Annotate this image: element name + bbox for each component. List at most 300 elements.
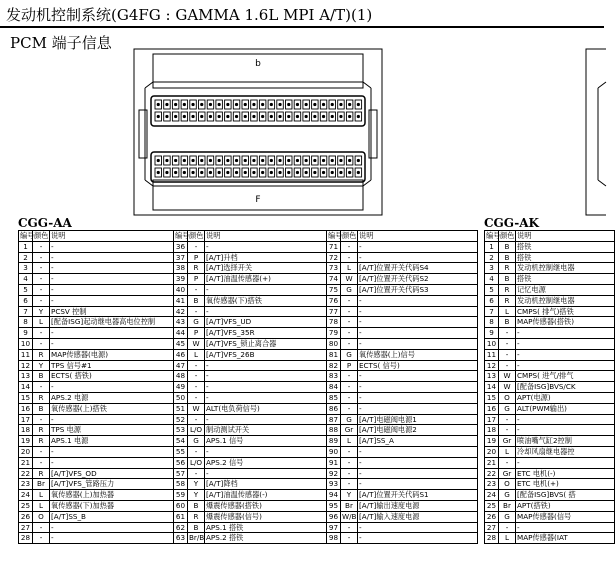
wire-color: G	[341, 349, 358, 360]
wire-color: R	[499, 295, 516, 306]
pin-description: 氧传感器(上)搭铁	[50, 403, 174, 414]
pin-description: [A/T]SS_A	[358, 436, 478, 447]
connector-pin-dot	[261, 159, 264, 162]
table-row	[19, 479, 478, 490]
pin-description: MAP传感器(IAT	[516, 533, 615, 544]
wire-color: R	[188, 263, 205, 274]
pin-description: 氧传感器(下)搭铁	[205, 295, 327, 306]
connector-pin-dot	[226, 103, 229, 106]
pin-number: 81	[327, 349, 341, 360]
pin-number: 27	[485, 522, 499, 533]
pin-description: -	[205, 241, 327, 252]
pin-description: -	[516, 522, 615, 533]
pin-description: -	[50, 241, 174, 252]
pin-description: 喷油嘴气缸2控制	[516, 436, 615, 447]
pin-description: 冷却风扇继电器控	[516, 446, 615, 457]
wire-color: -	[341, 241, 358, 252]
wire-color: Br	[341, 500, 358, 511]
wire-color: -	[188, 446, 205, 457]
wire-color: R	[33, 436, 50, 447]
connector-pin-dot	[183, 159, 186, 162]
connector-pin-dot	[252, 103, 255, 106]
connector-pin-dot	[226, 115, 229, 118]
pin-description: CMPS( 排气)搭铁	[516, 306, 615, 317]
pin-number: 19	[19, 436, 33, 447]
pin-number: 12	[19, 360, 33, 371]
title-bar	[0, 0, 604, 28]
group-label-cgg-aa: CGG-AA	[18, 216, 72, 230]
table-row	[485, 479, 615, 490]
table-row	[19, 252, 478, 263]
connector-pin-dot	[296, 159, 299, 162]
pin-description: TPS 电源	[50, 425, 174, 436]
table-row	[485, 522, 615, 533]
wire-color: W	[341, 274, 358, 285]
pin-number: 77	[327, 306, 341, 317]
wire-color: W/B	[342, 511, 357, 521]
pin-number: 82	[327, 360, 341, 371]
connector-pin-dot	[357, 171, 360, 174]
pin-description: -	[50, 284, 174, 295]
connector-pin-dot	[157, 115, 160, 118]
pin-description: [A/T]电磁阀电源1	[358, 414, 478, 425]
connector-pin-dot	[287, 159, 290, 162]
wire-color: P	[188, 328, 205, 339]
wire-color: L/O	[188, 457, 205, 468]
wire-color: -	[499, 425, 516, 436]
pin-number: 17	[19, 414, 33, 425]
wire-color: Br	[33, 479, 50, 490]
pin-number: 86	[327, 403, 341, 414]
pin-description: -	[205, 392, 327, 403]
header-no: 编号	[328, 231, 343, 240]
pin-number: 80	[327, 338, 341, 349]
wire-color: -	[341, 382, 358, 393]
connector-pin-dot	[313, 159, 316, 162]
table-row	[19, 317, 478, 328]
pin-description: -	[50, 263, 174, 274]
table-row	[485, 500, 615, 511]
wire-color: O	[499, 479, 516, 490]
pin-description: [A/T]输入速度电源	[358, 511, 478, 522]
connector-pin-dot	[157, 159, 160, 162]
pin-number: 18	[19, 425, 33, 436]
pin-description: -	[358, 382, 478, 393]
pin-description: -	[205, 306, 327, 317]
table-row	[19, 414, 478, 425]
pin-description: [配备ISG]BVS/CK	[516, 382, 615, 393]
wire-color: W	[499, 371, 516, 382]
pin-number: 15	[485, 392, 499, 403]
table-row	[485, 403, 615, 414]
pin-number: 3	[485, 263, 499, 274]
table-row	[485, 338, 615, 349]
header-desc: 说明	[50, 231, 174, 242]
wire-color: B	[33, 403, 50, 414]
pin-number: 4	[485, 274, 499, 285]
pin-number: 79	[327, 328, 341, 339]
header-desc: 说明	[358, 231, 478, 242]
wire-color: L	[499, 533, 516, 544]
connector-pin-dot	[270, 103, 273, 106]
wire-color: Y	[188, 490, 205, 501]
connector-pin-dot	[322, 115, 325, 118]
pin-description: -	[205, 382, 327, 393]
pin-number: 6	[19, 295, 33, 306]
table-row	[19, 490, 478, 501]
pin-description: -	[205, 371, 327, 382]
pin-number: 53	[174, 425, 188, 436]
connector-pin-dot	[348, 115, 351, 118]
connector-pin-dot	[200, 159, 203, 162]
connector-pin-dot	[322, 171, 325, 174]
table-row	[485, 252, 615, 263]
wire-color: -	[33, 382, 50, 393]
pin-description: 制动测试开关	[205, 425, 327, 436]
header-desc: 说明	[516, 231, 615, 242]
connector-pin-dot	[244, 171, 247, 174]
pin-description: TPS 信号#1	[50, 360, 174, 371]
connector-pin-dot	[252, 115, 255, 118]
table-row	[19, 392, 478, 403]
pin-number: 4	[19, 274, 33, 285]
header-color: 颜色	[342, 231, 357, 240]
pin-description: -	[50, 252, 174, 263]
pin-number: 89	[327, 436, 341, 447]
pin-number: 95	[327, 500, 341, 511]
table-row	[19, 371, 478, 382]
pin-number: 26	[19, 511, 33, 522]
pin-number: 38	[174, 263, 188, 274]
header-color: 颜色	[34, 231, 49, 240]
connector-pin-dot	[270, 171, 273, 174]
pin-number: 62	[174, 522, 188, 533]
pcm-connector-diagram-ak	[584, 48, 614, 216]
pin-number: 8	[19, 317, 33, 328]
pin-description: [A/T]电磁阀电源2	[358, 425, 478, 436]
pin-description: -	[358, 306, 478, 317]
table-row	[19, 382, 478, 393]
wire-color: -	[33, 263, 50, 274]
pin-number: 17	[485, 414, 499, 425]
table-row	[19, 241, 478, 252]
pin-description: -	[358, 468, 478, 479]
pin-description: -	[205, 468, 327, 479]
table-header-row	[19, 231, 478, 242]
pin-description: APS.2 搭铁	[205, 533, 327, 544]
wire-color: -	[341, 252, 358, 263]
connector-pin-dot	[331, 159, 334, 162]
connector-pin-dot	[339, 171, 342, 174]
pin-number: 51	[174, 403, 188, 414]
pin-description: CMPS( 进气/排气	[516, 371, 615, 382]
pin-number: 55	[174, 446, 188, 457]
table-row	[485, 457, 615, 468]
wire-color: L	[341, 263, 358, 274]
pin-number: 9	[19, 328, 33, 339]
pin-number: 44	[174, 328, 188, 339]
connector-pin-dot	[287, 115, 290, 118]
pin-description: -	[358, 533, 478, 544]
pin-table-cgg-ak	[484, 230, 615, 544]
pin-description: 记忆电源	[516, 284, 615, 295]
connector-pin-dot	[191, 171, 194, 174]
connector-pin-dot	[209, 171, 212, 174]
pin-number: 19	[485, 436, 499, 447]
connector-pin-dot	[244, 159, 247, 162]
wire-color: L	[188, 349, 205, 360]
connector-pin-dot	[339, 159, 342, 162]
wire-color: G	[188, 317, 205, 328]
table-row	[19, 263, 478, 274]
table-row	[485, 360, 615, 371]
pin-description: -	[358, 328, 478, 339]
connector-pin-dot	[313, 171, 316, 174]
pin-number: 14	[485, 382, 499, 393]
pin-description: MAP传感器(信号	[516, 511, 615, 522]
table-row	[485, 511, 615, 522]
connector-pin-dot	[305, 171, 308, 174]
table-row	[485, 533, 615, 544]
pin-number: 24	[19, 490, 33, 501]
connector-pin-dot	[278, 115, 281, 118]
connector-pin-dot	[191, 159, 194, 162]
pin-description: -	[358, 446, 478, 457]
table-row	[485, 328, 615, 339]
wire-color: -	[499, 338, 516, 349]
pin-description: APT(搭铁)	[516, 500, 615, 511]
table-row	[485, 274, 615, 285]
connector-pin-dot	[235, 103, 238, 106]
table-row	[19, 511, 478, 522]
connector-pin-dot	[331, 171, 334, 174]
connector-pin-dot	[305, 115, 308, 118]
page-subtitle: PCM 端子信息	[10, 34, 112, 52]
connector-pin-dot	[348, 171, 351, 174]
pin-description: 爆震传感器(信号)	[205, 511, 327, 522]
wire-color: B	[188, 522, 205, 533]
pin-number: 52	[174, 414, 188, 425]
wire-color: R	[33, 349, 50, 360]
pin-number: 45	[174, 338, 188, 349]
pin-description: MAP传感器(搭铁)	[516, 317, 615, 328]
wire-color: -	[33, 414, 50, 425]
table-row	[19, 274, 478, 285]
pin-description: -	[50, 274, 174, 285]
table-row	[19, 306, 478, 317]
pin-number: 49	[174, 382, 188, 393]
connector-pin-dot	[218, 159, 221, 162]
table-row	[19, 436, 478, 447]
connector-pin-dot	[270, 115, 273, 118]
pin-number: 42	[174, 306, 188, 317]
pin-number: 24	[485, 490, 499, 501]
pin-number: 73	[327, 263, 341, 274]
connector-pin-dot	[183, 103, 186, 106]
pin-description: -	[358, 317, 478, 328]
table-row	[485, 306, 615, 317]
connector-pin-dot	[296, 171, 299, 174]
wire-color: -	[188, 360, 205, 371]
wire-color: -	[33, 252, 50, 263]
table-row	[19, 295, 478, 306]
connector-pin-dot	[287, 171, 290, 174]
pin-number: 8	[485, 317, 499, 328]
pin-description: APS.1 信号	[205, 436, 327, 447]
wire-color: -	[341, 295, 358, 306]
pin-number: 46	[174, 349, 188, 360]
pin-number: 41	[174, 295, 188, 306]
wire-color: L	[341, 436, 358, 447]
pin-number: 16	[19, 403, 33, 414]
table-row	[485, 371, 615, 382]
table-row	[485, 295, 615, 306]
pin-number: 78	[327, 317, 341, 328]
pin-description: [A/T]SS_B	[50, 511, 174, 522]
pin-description: [A/T]VFS_35R	[205, 328, 327, 339]
connector-pin-dot	[218, 103, 221, 106]
connector-pin-dot	[331, 115, 334, 118]
group-label-cgg-ak: CGG-AK	[484, 216, 539, 230]
wire-color: L	[33, 490, 50, 501]
wire-color: B	[499, 252, 516, 263]
pin-description: APS.1 搭铁	[205, 522, 327, 533]
table-row	[485, 490, 615, 501]
header-no: 编号	[175, 231, 190, 240]
connector-pin-dot	[174, 159, 177, 162]
pin-number: 11	[19, 349, 33, 360]
pin-description: -	[358, 479, 478, 490]
connector-pin-dot	[357, 103, 360, 106]
pin-description: [A/T]位置开关代码S3	[358, 284, 478, 295]
connector-pin-dot	[200, 115, 203, 118]
pin-description: [A/T]VFS_26B	[205, 349, 327, 360]
connector-pin-dot	[244, 115, 247, 118]
wire-color: B	[499, 241, 516, 252]
pin-number: 36	[174, 241, 188, 252]
wire-color: Gr	[499, 468, 516, 479]
wire-color: -	[188, 284, 205, 295]
wire-color: -	[499, 457, 516, 468]
pin-description: -	[516, 338, 615, 349]
wire-color: -	[188, 371, 205, 382]
pin-description: 氧传感器(上)信号	[358, 349, 478, 360]
pin-number: 56	[174, 457, 188, 468]
pin-number: 94	[327, 490, 341, 501]
pin-description: 氧传感器(下)加热器	[50, 500, 174, 511]
pin-number: 76	[327, 295, 341, 306]
pin-number: 12	[485, 360, 499, 371]
connector-pin-dot	[165, 159, 168, 162]
pin-description: -	[516, 457, 615, 468]
wire-color: -	[341, 522, 358, 533]
pin-description: -	[205, 414, 327, 425]
pin-number: 47	[174, 360, 188, 371]
connector-pin-dot	[174, 115, 177, 118]
connector-pin-dot	[244, 103, 247, 106]
wire-color: -	[33, 533, 50, 544]
connector-pin-dot	[226, 159, 229, 162]
pin-number: 21	[485, 457, 499, 468]
wire-color: R	[33, 425, 50, 436]
pin-description: 氧传感器(上)加热器	[50, 490, 174, 501]
pin-number: 50	[174, 392, 188, 403]
wire-color: -	[499, 414, 516, 425]
connector-pin-dot	[339, 103, 342, 106]
pin-number: 13	[485, 371, 499, 382]
connector-pin-dot	[157, 171, 160, 174]
pin-number: 27	[19, 522, 33, 533]
pin-number: 3	[19, 263, 33, 274]
table-row	[19, 457, 478, 468]
wire-color: L	[499, 446, 516, 457]
pin-description: -	[50, 295, 174, 306]
wire-color: B	[188, 500, 205, 511]
connector-pin-dot	[252, 171, 255, 174]
pin-number: 88	[327, 425, 341, 436]
pin-description: 搭铁	[516, 252, 615, 263]
wire-color: -	[341, 403, 358, 414]
wire-color: B	[499, 317, 516, 328]
wire-color: -	[499, 349, 516, 360]
pin-number: 98	[327, 533, 341, 544]
wire-color: Y	[33, 360, 50, 371]
wire-color: -	[33, 338, 50, 349]
wire-color: -	[499, 360, 516, 371]
pin-description: 发动机控制继电器	[516, 263, 615, 274]
table-row	[19, 338, 478, 349]
wire-color: -	[33, 274, 50, 285]
pin-number: 13	[19, 371, 33, 382]
pin-number: 11	[485, 349, 499, 360]
wire-color: R	[499, 284, 516, 295]
table-row	[485, 436, 615, 447]
wire-color: L/O	[188, 425, 205, 436]
table-row	[19, 468, 478, 479]
pin-number: 23	[485, 479, 499, 490]
pin-number: 5	[19, 284, 33, 295]
pin-number: 54	[174, 436, 188, 447]
pin-description: -	[516, 328, 615, 339]
pin-description: -	[516, 414, 615, 425]
pin-number: 23	[19, 479, 33, 490]
pin-description: -	[516, 349, 615, 360]
pin-description: -	[50, 338, 174, 349]
pin-number: 96	[327, 511, 341, 522]
pin-description: ALT(PWM输出)	[516, 403, 615, 414]
wire-color: B	[33, 371, 50, 382]
wire-color: -	[341, 457, 358, 468]
wire-color: Gr	[341, 425, 358, 436]
pin-description: PCSV 控制	[50, 306, 174, 317]
wire-color: R	[188, 511, 205, 522]
table-row	[19, 284, 478, 295]
table-row	[485, 349, 615, 360]
pin-description: -	[516, 425, 615, 436]
wire-color: -	[33, 241, 50, 252]
pin-description: ECTS( 信号)	[358, 360, 478, 371]
pin-description: ALT(电负荷信号)	[205, 403, 327, 414]
pin-number: 26	[485, 511, 499, 522]
pin-number: 14	[19, 382, 33, 393]
pin-number: 57	[174, 468, 188, 479]
pin-number: 83	[327, 371, 341, 382]
pin-number: 10	[19, 338, 33, 349]
pin-description: -	[358, 403, 478, 414]
pin-number: 93	[327, 479, 341, 490]
pin-description: [A/T]位置开关代码S4	[358, 263, 478, 274]
wire-color: -	[341, 446, 358, 457]
